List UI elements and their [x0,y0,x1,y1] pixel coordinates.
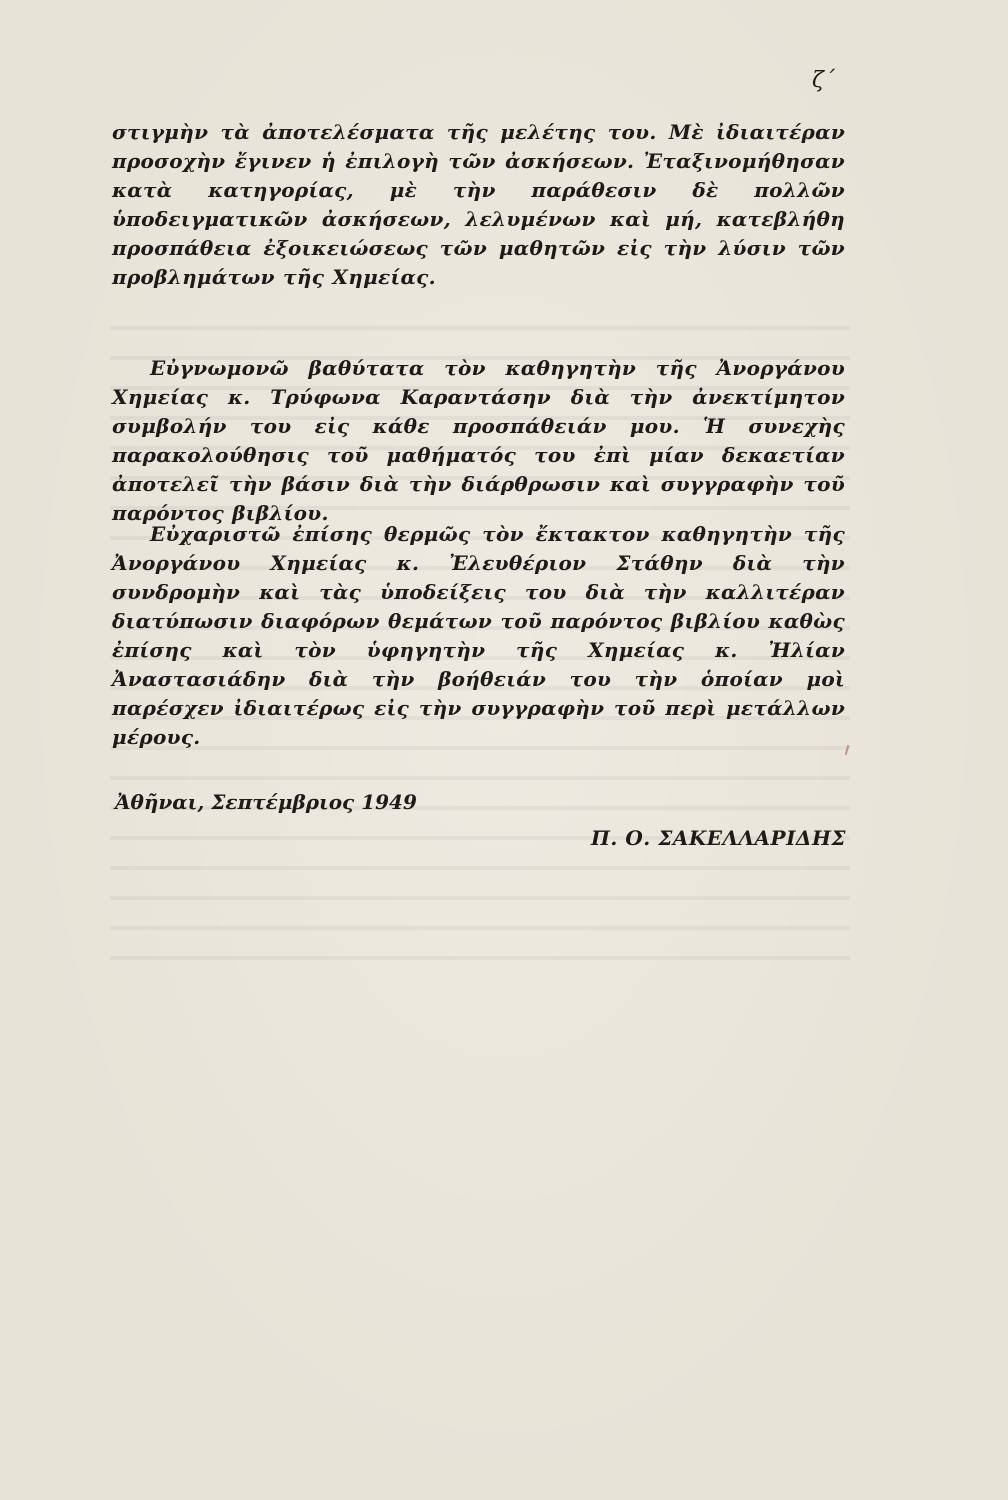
page-number: ζ΄ [812,68,835,93]
paragraph-continuation: στιγμὴν τὰ ἀποτελέσματα τῆς μελέτης του. Μὲ ἰδιαιτέραν προσοχὴν ἔγινεν ἡ ἐπιλογὴ τῶν ἀσκήσεων. Ἐταξινομήθησαν κατὰ κατηγορίας, μὲ τὴν παράθεσιν δὲ πολλῶν ὑποδειγματικῶν ἀσκήσεων, λελυμένων καὶ μή, κατεβλήθη προσπάθεια ἐξοικειώσεως τῶν μαθητῶν εἰς τὴν λύσιν τῶν προβλημάτων τῆς Χημείας. [112,120,845,289]
author-signature: Π. Ο. ΣΑΚΕΛΛΑΡΙΔΗΣ [591,826,846,850]
paragraph-acknowledgment-2: Εὐχαριστῶ ἐπίσης θερμῶς τὸν ἔκτακτον καθηγητὴν τῆς Ἀνοργάνου Χημείας κ. Ἐλευθέριον Στάθην διὰ τὴν συνδρομὴν καὶ τὰς ὑποδείξεις του διὰ τὴν καλλιτέραν διατύπωσιν διαφόρων θεμάτων τοῦ παρόντος βιβλίου καθὼς ἐπίσης καὶ τὸν ὑφηγητὴν τῆς Χημείας κ. Ἠλίαν Ἀναστασιάδην διὰ τὴν βοήθειάν του τὴν ὁποίαν μοὶ παρέσχεν ἰδιαιτέρως εἰς τὴν συγγραφὴν τοῦ περὶ μετάλλων μέρους. [112,522,845,749]
place-date: Ἀθῆναι, Σεπτέμβριος 1949 [115,790,417,814]
ink-mark [845,745,850,755]
paragraph-acknowledgment-1: Εὐγνωμονῶ βαθύτατα τὸν καθηγητὴν τῆς Ἀνοργάνου Χημείας κ. Τρύφωνα Καραντάσην διὰ τὴν ἀνεκτίμητον συμβολήν του εἰς κάθε προσπάθειάν μου. Ἡ συνεχὴς παρακολούθησις τοῦ μαθήματός του ἐπὶ μίαν δεκαετίαν ἀποτελεῖ τὴν βάσιν διὰ τὴν διάρθρωσιν καὶ συγγραφὴν τοῦ παρόντος βιβλίου. [112,356,845,525]
